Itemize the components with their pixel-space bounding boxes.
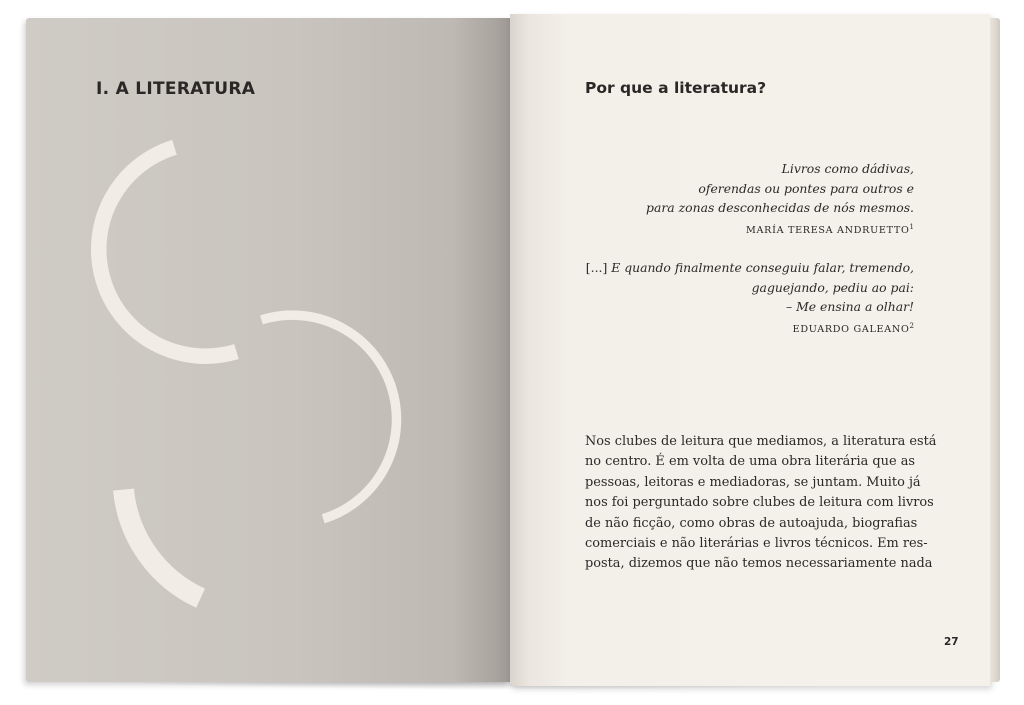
epigraph-line-text: E quando finalmente conseguiu falar, tremendo, [611, 260, 914, 275]
epigraph-author [646, 218, 914, 240]
epigraph-line [586, 258, 914, 278]
epigraph-line: Livros como dádivas, [781, 161, 914, 176]
body-line: posta, dizemos que não temos necessariamente nada [585, 556, 933, 572]
body-line: Nos clubes de leitura que mediamos, a literatura está [585, 434, 937, 449]
footnote-marker: 2 [909, 321, 914, 330]
decorative-arcs [26, 14, 466, 634]
epigraph-line: para zonas desconhecidas de nós mesmos. [646, 200, 914, 216]
body-line: pessoas, leitoras e mediadoras, se juntam. Muito já [585, 474, 921, 490]
epigraph-line: oferendas ou pontes para outros e [698, 180, 914, 196]
body-line: nos foi perguntado sobre clubes de leitura com livros [585, 495, 934, 511]
body-line: comerciais e não literárias e livros técnicos. Em res- [585, 536, 928, 552]
epigraph-line: – Me ensina a olhar! [785, 299, 914, 315]
epigraph-line: gaguejando, pediu ao pai: [751, 279, 914, 295]
arc-large-left [99, 147, 237, 356]
arc-right [261, 315, 396, 519]
page-edges [990, 18, 1000, 682]
section-title: Por que a literatura? [585, 79, 767, 97]
chapter-title: I. A LITERATURA [96, 79, 256, 99]
body-line: no centro. É em volta de uma obra literária que as [585, 454, 915, 470]
arc-bottom [124, 490, 201, 599]
epigraph-galeano [586, 258, 914, 339]
page-number: 27 [944, 636, 959, 648]
author-name: MARÍA TERESA ANDRUETTO [746, 224, 910, 236]
ellipsis-prefix: [...] [585, 260, 608, 275]
footnote-marker: 1 [909, 222, 914, 231]
epigraph-andruetto [646, 159, 914, 240]
author-name: EDUARDO GALEANO [792, 323, 910, 335]
body-paragraph [585, 432, 937, 575]
right-page [510, 14, 990, 686]
epigraph-author [586, 317, 914, 339]
body-line: de não ficção, como obras de autoajuda, biografias [585, 515, 918, 531]
